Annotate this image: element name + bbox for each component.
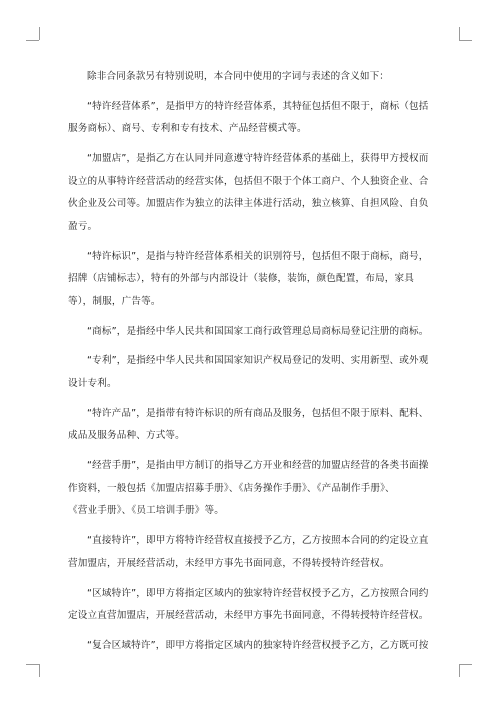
paragraph xyxy=(68,403,438,448)
paragraph-line: “专利”，是指经中华人民共和国国家知识产权局登记的发明、实用新型、或外观 xyxy=(87,355,429,367)
crop-mark-top-right-h xyxy=(459,40,472,41)
paragraph xyxy=(68,530,438,575)
paragraph-line: “区域特许”，即甲方将指定区域内的独家特许经营权授予乙方，乙方按照合同约 xyxy=(87,587,429,599)
paragraph-line: 招牌（店铺标志），特有的外部与内部设计（装修，装饰，颜色配置，布局，家具 xyxy=(68,273,414,285)
paragraph xyxy=(68,321,438,344)
paragraph-line: 伙企业及公司等。加盟店作为独立的法律主体进行活动，独立核算、自担风险、自负 xyxy=(68,198,429,210)
paragraph xyxy=(68,148,438,238)
paragraph-line: “商标”，是指经中华人民共和国国家工商行政管理总局商标局登记注册的商标。 xyxy=(87,325,429,337)
paragraph xyxy=(68,96,438,141)
paragraph-line: “加盟店”，是指乙方在认同并同意遵守特许经营体系的基础上，获得甲方授权而 xyxy=(87,153,429,165)
paragraph-line: “特许标识”，是指与特许经营体系相关的识别符号，包括但不限于商标，商号， xyxy=(87,250,429,262)
crop-mark-bottom-left-h xyxy=(26,664,39,665)
paragraph-line: “直接特许”，即甲方将特许经营权直接授予乙方，乙方按照本合同的约定设立直 xyxy=(87,535,429,547)
paragraph-line: “经营手册”，是指由甲方制订的指导乙方开业和经营的加盟店经营的各类书面操 xyxy=(87,460,429,472)
paragraph-line: 服务商标）、商号、专利和专有技术、产品经营模式等。 xyxy=(68,123,307,135)
paragraph xyxy=(68,635,438,658)
paragraph-line: 作资料，一般包括《加盟店招募手册》、《店务操作手册》、《产品制作手册》、 xyxy=(68,482,395,494)
paragraph-line: “复合区域特许”，即甲方将指定区域内的独家特许经营权授予乙方，乙方既可按 xyxy=(87,639,429,651)
crop-mark-bottom-right-v xyxy=(459,664,460,677)
paragraph-line: 设计专利。 xyxy=(68,378,117,390)
crop-mark-bottom-right-h xyxy=(459,664,472,665)
paragraph-line: 《营业手册》、《员工培训手册》等。 xyxy=(68,505,225,517)
paragraph-line: 等），制服，广告等。 xyxy=(68,295,161,307)
paragraph xyxy=(68,350,438,395)
paragraph-line: 营加盟店，开展经营活动，未经甲方事先书面同意，不得转授特许经营权。 xyxy=(68,557,390,569)
crop-mark-bottom-left-v xyxy=(39,664,40,677)
paragraph-line: “特许经营体系”，是指甲方的特许经营体系，其特征包括但不限于，商标（包括 xyxy=(87,100,429,112)
paragraph-line: “特许产品”，是指带有特许标识的所有商品及服务，包括但不限于原料、配料、 xyxy=(87,407,429,419)
crop-mark-top-right-v xyxy=(459,27,460,40)
crop-mark-top-left-v xyxy=(39,27,40,40)
paragraph-line: 设立的从事特许经营活动的经营实体，包括但不限于个体工商户、个人独资企业、合 xyxy=(68,175,429,187)
paragraph xyxy=(68,246,438,314)
paragraph xyxy=(68,455,438,523)
paragraph xyxy=(68,66,438,89)
paragraph-line: 成品及服务品种、方式等。 xyxy=(68,430,185,442)
paragraph xyxy=(68,583,438,628)
crop-mark-top-left-h xyxy=(26,40,39,41)
paragraph-line: 除非合同条款另有特别说明，本合同中使用的字词与表述的含义如下： xyxy=(87,71,390,82)
document-body xyxy=(68,66,438,665)
paragraph-line: 定设立直营加盟店，开展经营活动，未经甲方事先书面同意，不得转授特许经营权。 xyxy=(68,610,429,622)
paragraph-line: 盈亏。 xyxy=(68,220,98,232)
